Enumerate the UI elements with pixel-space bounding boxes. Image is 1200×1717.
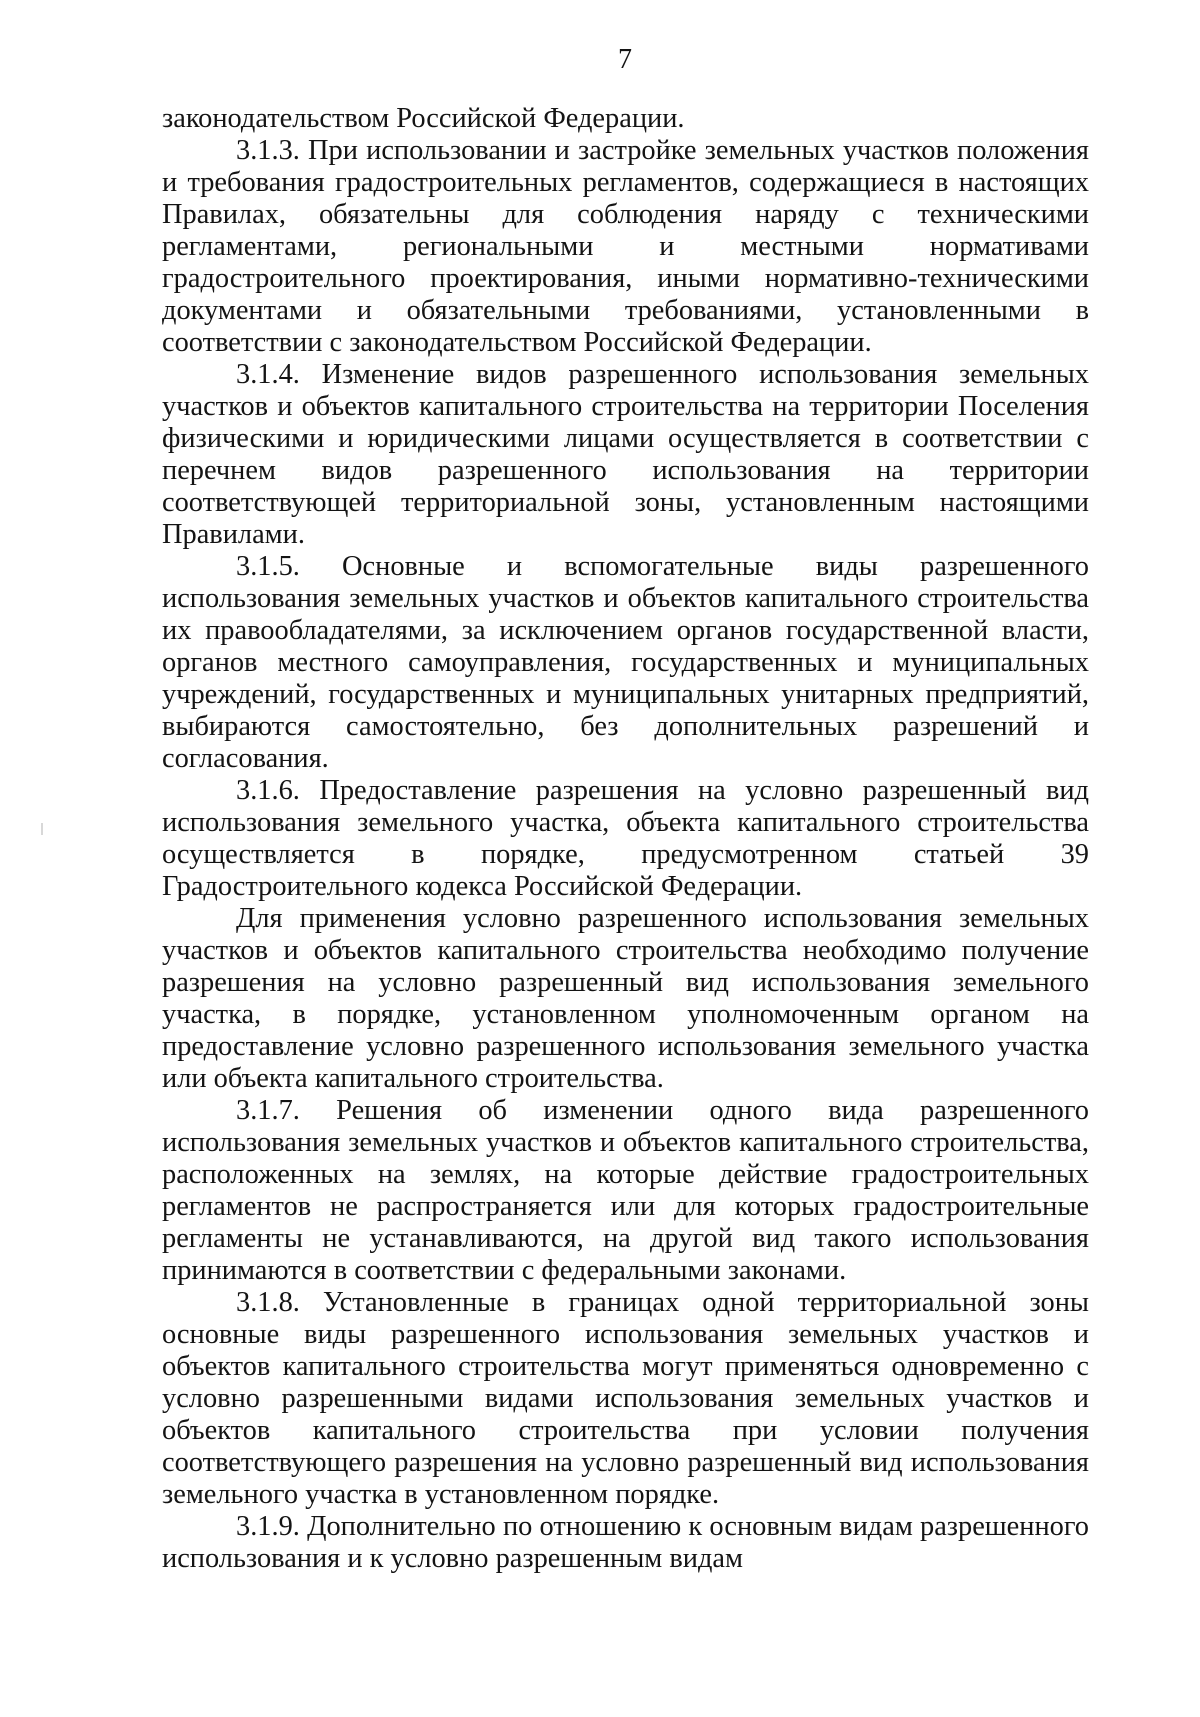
paragraph-3-1-4: 3.1.4. Изменение видов разрешенного использования земельных участков и объектов капитального строительства на территории Поселения физическими и юридическими лицами осуществляется в соответствии с перечнем видов разрешенного использования на территории соответствующей территориальной зоны, установленным настоящими Правилами.: [162, 359, 1089, 550]
paragraph-3-1-3: 3.1.3. При использовании и застройке земельных участков положения и требования градостроительных регламентов, содержащиеся в настоящих Правилах, обязательны для соблюдения наряду с техническими регламентами, региональными и местными нормативами градостроительного проектирования, иными нормативно-техническими документами и обязательными требованиями, установленными в соответствии с законодательством Российской Федерации.: [162, 135, 1089, 358]
paragraph-3-1-6: 3.1.6. Предоставление разрешения на условно разрешенный вид использования земельного участка, объекта капитального строительства осуществляется в порядке, предусмотренном статьей 39 Градостроительного кодекса Российской Федерации.: [162, 775, 1089, 902]
page-number: 7: [618, 44, 632, 75]
scan-margin-mark: [41, 823, 43, 835]
paragraph-3-1-8: 3.1.8. Установленные в границах одной территориальной зоны основные виды разрешенного использования земельных участков и объектов капитального строительства могут применяться одновременно с условно разрешенными видами использования земельных участков и объектов капитального строительства при условии получения соответствующего разрешения на условно разрешенный вид использования земельного участка в установленном порядке.: [162, 1287, 1089, 1510]
paragraph-3-1-5: 3.1.5. Основные и вспомогательные виды разрешенного использования земельных участков и объектов капитального строительства их правообладателями, за исключением органов государственной власти, органов местного самоуправления, государственных и муниципальных учреждений, государственных и муниципальных унитарных предприятий, выбираются самостоятельно, без дополнительных разрешений и согласования.: [162, 551, 1089, 774]
paragraph-3-1-9: 3.1.9. Дополнительно по отношению к основным видам разрешенного использования и к условно разрешенным видам: [162, 1511, 1089, 1574]
paragraph-conditional-use: Для применения условно разрешенного использования земельных участков и объектов капитального строительства необходимо получение разрешения на условно разрешенный вид использования земельного участка, в порядке, установленном уполномоченным органом на предоставление условно разрешенного использования земельного участка или объекта капитального строительства.: [162, 903, 1089, 1094]
document-body: [162, 103, 1089, 1575]
paragraph-continuation: законодательством Российской Федерации.: [162, 103, 685, 134]
paragraph-3-1-7: 3.1.7. Решения об изменении одного вида разрешенного использования земельных участков и объектов капитального строительства, расположенных на землях, на которые действие градостроительных регламентов не распространяется или для которых градостроительные регламенты не устанавливаются, на другой вид такого использования принимаются в соответствии с федеральными законами.: [162, 1095, 1089, 1286]
